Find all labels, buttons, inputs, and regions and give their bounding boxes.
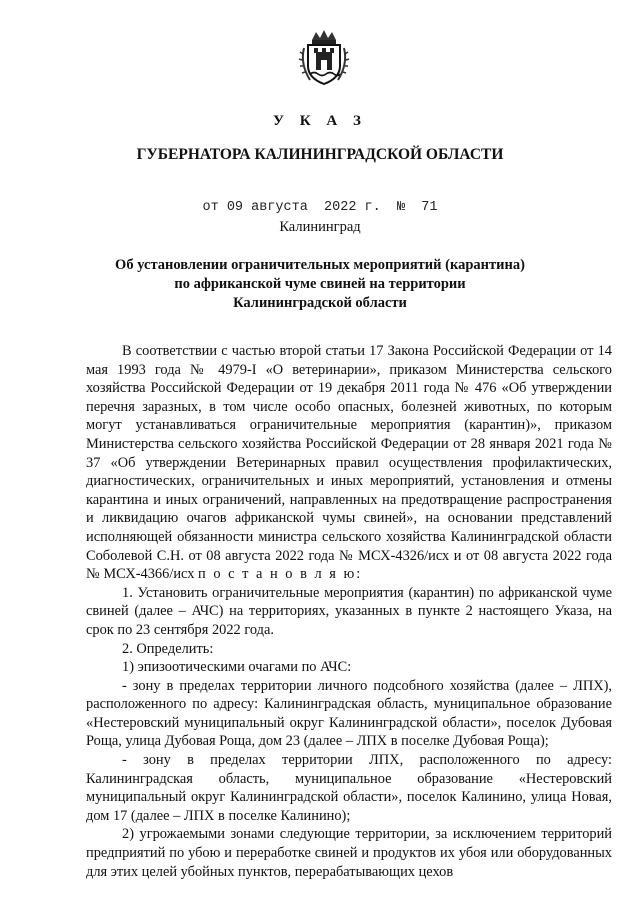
item-1: 1. Установить ограничительные мероприятия (карантин) по африканской чуме свиней (далее – АЧС) на территориях, указанных в пункте 2 настоящего Указа, на срок по 23 сентября 2022 года. [86,584,612,638]
item-2-1-a: - зону в пределах территории личного подсобного хозяйства (далее – ЛПХ), расположенного по адресу: Калининградская область, муниципальное образование «Нестеровский муниципальный округ Калининградской области», поселок Дубовая Роща, улица Дубовая Роща, дом 23 (далее – ЛПХ в поселке Дубовая Роща); [86,677,612,750]
document-title: У К А З [273,113,367,129]
preamble-paragraph [86,342,612,584]
item-2-1: 1) эпизоотическими очагами по АЧС: [122,659,352,676]
document-issuer: ГУБЕРНАТОРА КАЛИНИНГРАДСКОЙ ОБЛАСТИ [136,146,504,163]
heading-line: Калининградской области [233,295,407,311]
decree-word: п о с т а н о в л я ю: [198,566,363,583]
heading-line: Об установлении ограничительных мероприятий (карантина) [115,257,525,273]
item-2: 2. Определить: [122,640,214,657]
document-heading [0,256,640,313]
document-date-number: от 09 августа 2022 г. № 71 [202,200,438,215]
preamble-text: В соответствии с частью второй статьи 17 Закона Российской Федерации от 14 мая 1993 года № 4979-I «О ветеринарии», приказом Министерства сельского хозяйства Российской Федерации от 19 декабря 2011 года № 476 «Об утверждении перечня заразных, в том числе особо опасных, болезней животных, по которым могут устанавливаться ограничительные мероприятия (карантин)», приказом Министерства сельского хозяйства Российской Федерации от 28 января 2021 года № 37 «Об утверждении Ветеринарных правил осуществления профилактических, диагностических, ограничительных и иных мероприятий, установления и отмены карантина и иных ограничений, направленных на предотвращение распространения и ликвидацию очагов африканской чумы свиней», на основании представлений исполняющей обязанности министра сельского хозяйства Калининградской области Соболевой С.Н. от 08 августа 2022 года № МСХ-4326/исх и от 08 августа 2022 года № МСХ-4366/исх [86,343,612,583]
heading-line: по африканской чуме свиней на территории [174,276,466,292]
item-2-1-b: - зону в пределах территории ЛПХ, расположенного по адресу: Калининградская область, муниципальное образование «Нестеровский муниципальный округ Калининградской области», поселок Калинино, улица Новая, дом 17 (далее – ЛПХ в поселке Калинино); [86,752,612,824]
kaliningrad-coat-of-arms-icon [296,28,352,86]
document-body [86,342,612,881]
item-2-2: 2) угрожаемыми зонами следующие территории, за исключением территорий предприятий по убою и переработке свиней и продуктов их убоя или оборудованных для этих целей убойных пунктов, перерабатывающих цехов [86,826,612,880]
document-city: Калининград [279,219,361,235]
